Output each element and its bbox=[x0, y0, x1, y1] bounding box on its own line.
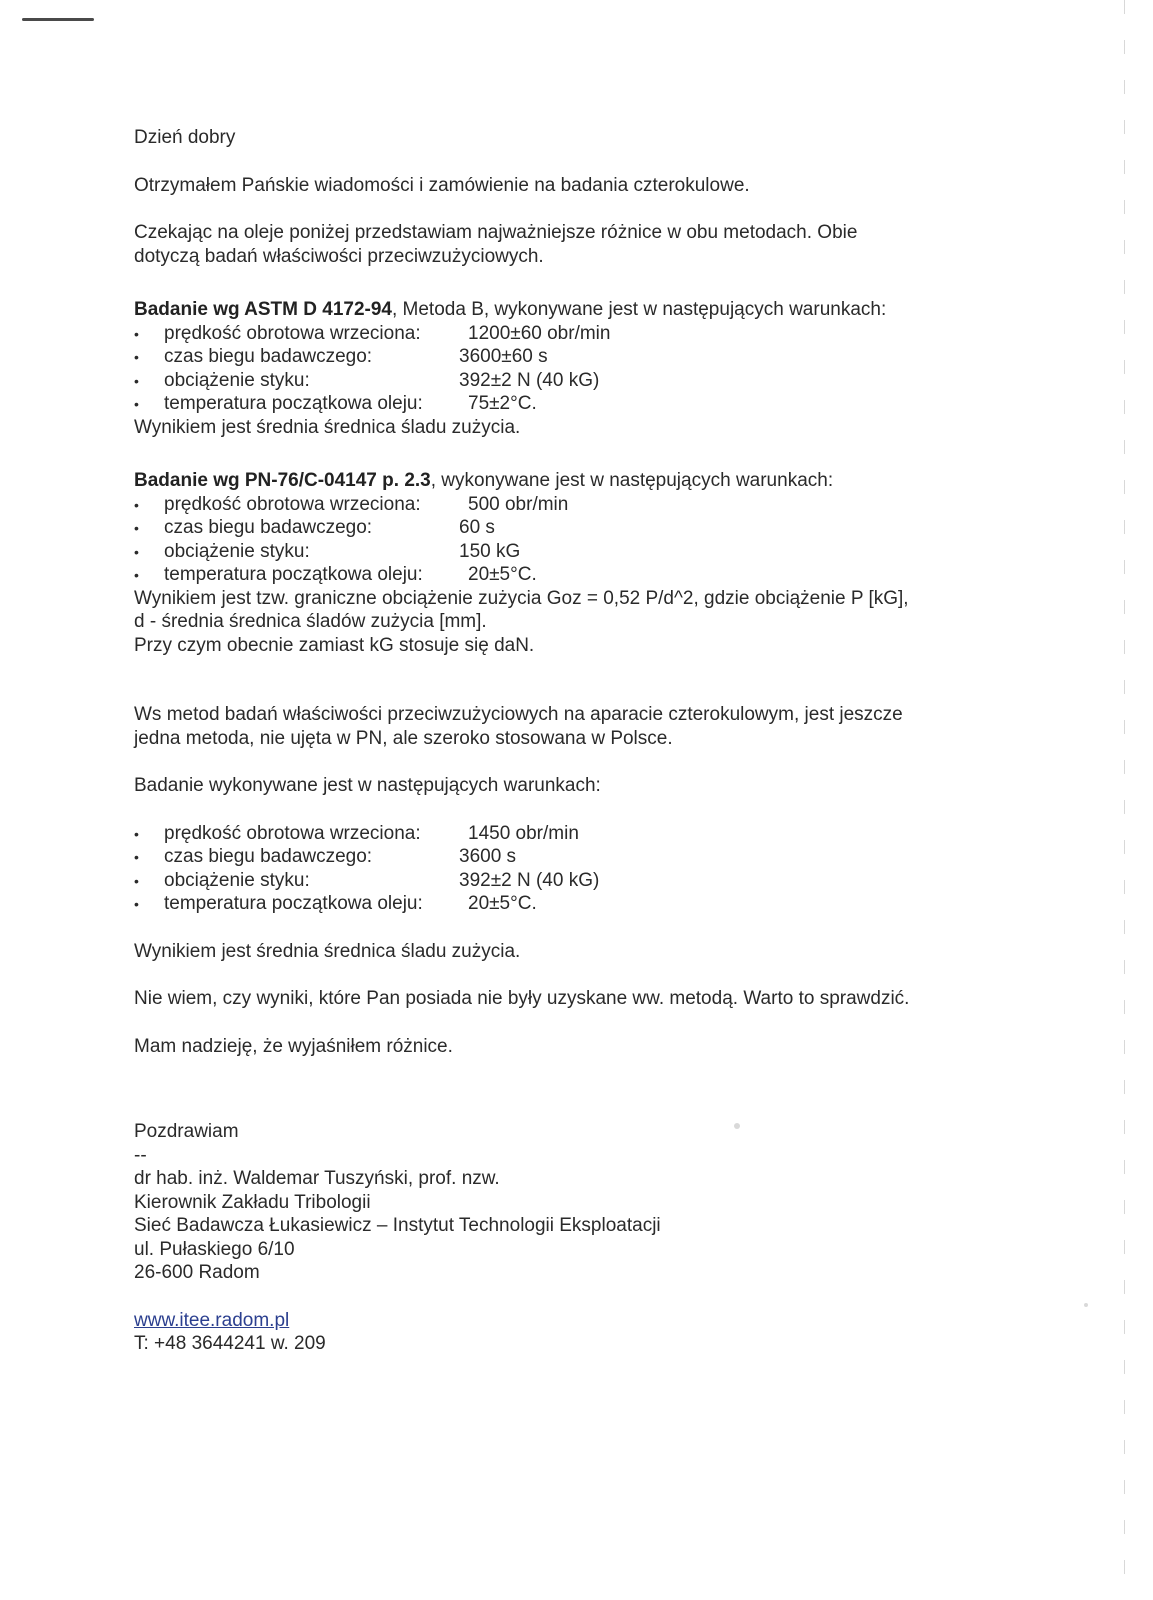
scan-speck bbox=[1084, 1303, 1088, 1307]
list-item: • czas biegu badawczego: 60 s bbox=[134, 516, 1014, 540]
list-item: • czas biegu badawczego: 3600±60 s bbox=[134, 345, 1014, 369]
scan-edge-line bbox=[1124, 0, 1125, 1600]
conditions-list bbox=[134, 822, 1014, 916]
method-title-bold: Badanie wg ASTM D 4172-94 bbox=[134, 299, 392, 320]
method-heading bbox=[134, 469, 1014, 493]
closing: Pozdrawiam bbox=[134, 1121, 239, 1142]
signer-name: dr hab. inż. Waldemar Tuszyński, prof. nzw. bbox=[134, 1168, 500, 1189]
paragraph: Mam nadzieję, że wyjaśniłem różnice. bbox=[134, 1035, 453, 1057]
address-city: 26-600 Radom bbox=[134, 1262, 260, 1283]
signer-position: Kierownik Zakładu Tribologii bbox=[134, 1191, 371, 1213]
paragraph-line: jedna metoda, nie ujęta w PN, ale szeroko stosowana w Polsce. bbox=[134, 727, 673, 749]
bullet-icon: • bbox=[134, 896, 139, 912]
bullet-icon: • bbox=[134, 872, 139, 889]
list-item: • temperatura początkowa oleju: 20±5°C. bbox=[134, 892, 1014, 916]
signature-block bbox=[134, 1120, 1014, 1356]
conditions-list bbox=[134, 322, 1014, 416]
conditions-list bbox=[134, 493, 1014, 587]
method-heading bbox=[134, 298, 1014, 322]
list-item: • czas biegu badawczego: 3600 s bbox=[134, 845, 1014, 869]
param-value: 20±5°C. bbox=[468, 564, 537, 585]
method-title-bold: Badanie wg PN-76/C-04147 p. 2.3 bbox=[134, 470, 431, 491]
bullet-icon: • bbox=[134, 372, 139, 389]
paragraph: Nie wiem, czy wyniki, które Pan posiada nie były uzyskane ww. metodą. Warto to sprawdzić. bbox=[134, 988, 910, 1009]
list-item: • temperatura początkowa oleju: 20±5°C. bbox=[134, 563, 1014, 587]
result-text: d - średnia średnica śladów zużycia [mm]. bbox=[134, 611, 487, 632]
param-value: 392±2 N (40 kG) bbox=[459, 869, 600, 891]
address-street: ul. Pułaskiego 6/10 bbox=[134, 1238, 295, 1260]
param-value: 1450 obr/min bbox=[468, 822, 579, 844]
bullet-icon: • bbox=[134, 520, 139, 536]
param-value: 392±2 N (40 kG) bbox=[459, 369, 600, 391]
result-text: Wynikiem jest średnia średnica śladu zużycia. bbox=[134, 416, 521, 438]
scan-mark bbox=[22, 18, 94, 21]
param-value: 1200±60 obr/min bbox=[468, 322, 611, 344]
bullet-icon: • bbox=[134, 543, 139, 560]
list-item: • temperatura początkowa oleju: 75±2°C. bbox=[134, 392, 1014, 416]
list-item: • obciążenie styku: 392±2 N (40 kG) bbox=[134, 369, 1014, 393]
bullet-icon: • bbox=[134, 349, 139, 365]
list-item: • prędkość obrotowa wrzeciona: 1200±60 obr/min bbox=[134, 322, 1014, 346]
list-item: • prędkość obrotowa wrzeciona: 500 obr/min bbox=[134, 493, 1014, 517]
signature-separator: -- bbox=[134, 1144, 147, 1166]
param-value: 60 s bbox=[459, 517, 495, 538]
param-value: 20±5°C. bbox=[468, 893, 537, 914]
param-value: 3600±60 s bbox=[459, 346, 548, 367]
param-value: 150 kG bbox=[459, 540, 521, 562]
bullet-icon: • bbox=[134, 825, 139, 842]
bullet-icon: • bbox=[134, 849, 139, 865]
list-item: • obciążenie styku: 392±2 N (40 kG) bbox=[134, 869, 1014, 893]
param-value: 75±2°C. bbox=[468, 393, 537, 414]
param-value: 3600 s bbox=[459, 846, 517, 867]
bullet-icon: • bbox=[134, 496, 139, 513]
signer-institution: Sieć Badawcza Łukasiewicz – Instytut Technologii Eksploatacji bbox=[134, 1215, 661, 1236]
method-title-rest: , Metoda B, wykonywane jest w następujących warunkach: bbox=[391, 299, 887, 320]
greeting: Dzień dobry bbox=[134, 127, 236, 148]
paragraph-line: Czekając na oleje poniżej przedstawiam najważniejsze różnice w obu metodach. Obie bbox=[134, 222, 858, 243]
result-text: Przy czym obecnie zamiast kG stosuje się daN. bbox=[134, 634, 535, 656]
result-text: Wynikiem jest tzw. graniczne obciążenie zużycia Goz = 0,52 P/d^2, gdzie obciążenie P [kG], bbox=[134, 587, 909, 609]
website-link[interactable]: www.itee.radom.pl bbox=[134, 1309, 290, 1331]
list-item: • obciążenie styku: 150 kG bbox=[134, 540, 1014, 564]
list-item: • prędkość obrotowa wrzeciona: 1450 obr/min bbox=[134, 822, 1014, 846]
method-intro: Badanie wykonywane jest w następujących warunkach: bbox=[134, 775, 601, 796]
param-value: 500 obr/min bbox=[468, 493, 569, 515]
phone-number: T: +48 3644241 w. 209 bbox=[134, 1333, 326, 1354]
bullet-icon: • bbox=[134, 325, 139, 342]
method-title-rest: , wykonywane jest w następujących warunkach: bbox=[430, 470, 834, 491]
letter-body bbox=[134, 126, 1014, 1356]
bullet-icon: • bbox=[134, 567, 139, 583]
paragraph: Otrzymałem Pańskie wiadomości i zamówienie na badania czterokulowe. bbox=[134, 174, 750, 196]
bullet-icon: • bbox=[134, 396, 139, 412]
result-text: Wynikiem jest średnia średnica śladu zużycia. bbox=[134, 940, 521, 962]
paragraph-line: dotyczą badań właściwości przeciwzużyciowych. bbox=[134, 245, 544, 267]
paragraph-line: Ws metod badań właściwości przeciwzużyciowych na aparacie czterokulowym, jest jeszcze bbox=[134, 704, 903, 725]
